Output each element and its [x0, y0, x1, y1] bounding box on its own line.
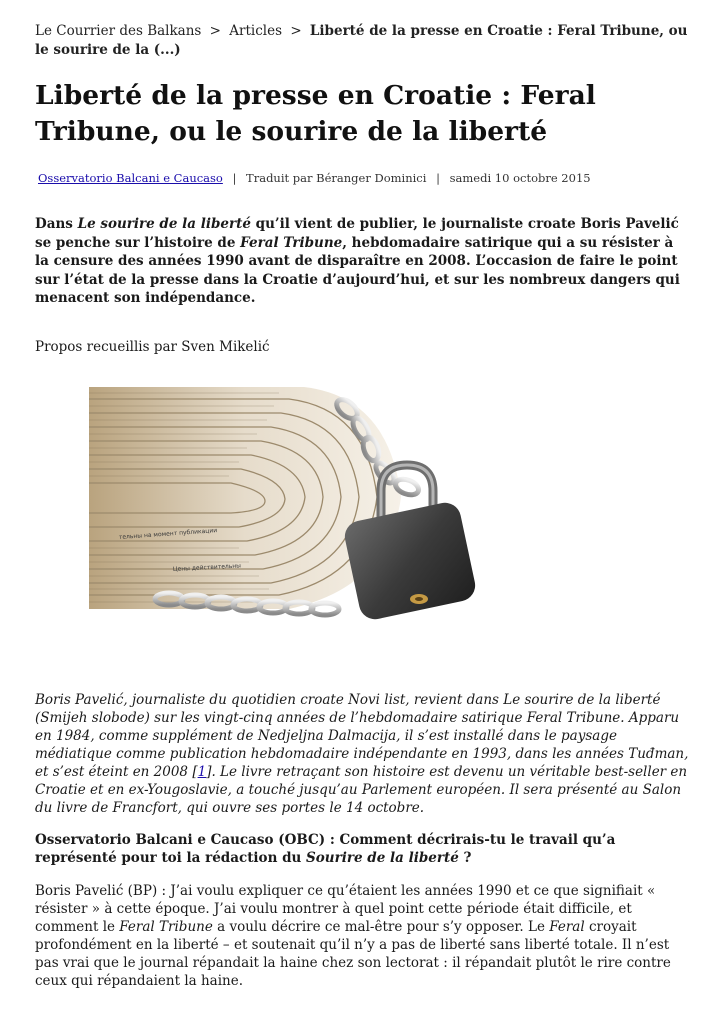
interview-answer — [35, 882, 691, 990]
interviewer-credit: Propos recueillis par Sven Mikelić — [35, 338, 270, 355]
source-link[interactable]: Osservatorio Balcani e Caucaso — [38, 171, 223, 185]
answer-text: croyait profondément en la liberté – et soutenait qu’il n’y a pas de liberté sans liberté totale. Il n’est pas vrai que le journal répandait la haine chez son lectorat : il répandait plutôt le rire contre ceux qui répandaient la haine. — [35, 918, 671, 989]
answer-paper-name: Feral Tribune — [119, 918, 213, 935]
footnote-link[interactable]: 1 — [197, 763, 207, 780]
newspaper-print-text: тельны на момент публикации — [118, 526, 218, 541]
article-lead — [35, 215, 691, 308]
lead-book-title: Le sourire de la liberté — [77, 216, 251, 232]
publication-date: samedi 10 octobre 2015 — [449, 171, 591, 185]
caption-text: ]. Le livre retraçant son histoire est devenu un véritable best-seller en Croatie et en ex-Yougoslavie, a touché jusqu’au Parlement européen. Il sera présenté au Salon du livre de Francfort, qui ouvre ses portes le 14 octobre. — [35, 763, 688, 816]
meta-separator: | — [232, 171, 237, 185]
question-text: Osservatorio Balcani e Caucaso (OBC) : Comment décrirais-tu le travail qu’a représenté pour toi la rédaction du — [35, 831, 616, 866]
answer-text: a voulu décrire ce mal-être pour s’y opposer. Le — [212, 918, 550, 935]
breadcrumb-site-link[interactable]: Le Courrier des Balkans — [35, 23, 202, 39]
lead-paper-name: Feral Tribune — [240, 234, 343, 251]
answer-paper-name: Feral — [549, 918, 585, 935]
newspaper-print-text: Цены действительны — [172, 561, 242, 573]
newspapers-padlock-illustration — [89, 387, 529, 637]
breadcrumb — [35, 22, 691, 60]
breadcrumb-separator: > — [209, 23, 221, 39]
page-title: Liberté de la presse en Croatie : Feral Tribune, ou le sourire de la liberté — [35, 80, 596, 147]
lead-text: , hebdomadaire satirique qui a su résister à la censure des années 1990 avant de disparaître en 2008. L’occasion de faire le point sur l’état de la presse dans la Croatie d’aujourd’hui, et sur les nombreux dangers qui menacent son indépendance. — [35, 234, 680, 306]
lead-text: qu’il vient de publier, le journaliste croate Boris Pavelić se penche sur l’histoire de — [35, 216, 679, 251]
translator-credit: Traduit par Béranger Dominici — [246, 171, 427, 185]
image-caption — [35, 691, 691, 817]
article-page — [35, 22, 691, 990]
interview-question — [35, 831, 691, 868]
meta-separator: | — [436, 171, 440, 185]
lead-text: Dans — [35, 216, 78, 232]
caption-text: Boris Pavelić, journaliste du quotidien croate Novi list, revient dans Le sourire de la liberté (Smijeh slobode) sur les vingt-cinq années de l’hebdomadaire satirique Feral Tribune. Apparu en 1984, comme supplément de Nedjeljna Dalmacija, il s’est installé dans le paysage médiatique comme publication hebdomadaire indépendante en 1993, dans les années Tuđman, et s’est éteint en 2008 [ — [35, 691, 689, 780]
article-image — [89, 387, 529, 637]
breadcrumb-separator: > — [290, 23, 302, 39]
breadcrumb-current: Liberté de la presse en Croatie : Feral Tribune, ou le sourire de la (...) — [35, 23, 688, 58]
question-book-title: Sourire de la liberté — [306, 850, 459, 866]
breadcrumb-section-link[interactable]: Articles — [229, 23, 283, 39]
question-text: ? — [458, 850, 472, 866]
article-meta — [35, 171, 691, 185]
answer-text: Boris Pavelić (BP) : J’ai voulu expliquer ce qu’étaient les années 1990 et ce que signifiait « résister » à cette époque. J’ai voulu montrer à quel point cette période était difficile, et comment le — [35, 882, 656, 935]
